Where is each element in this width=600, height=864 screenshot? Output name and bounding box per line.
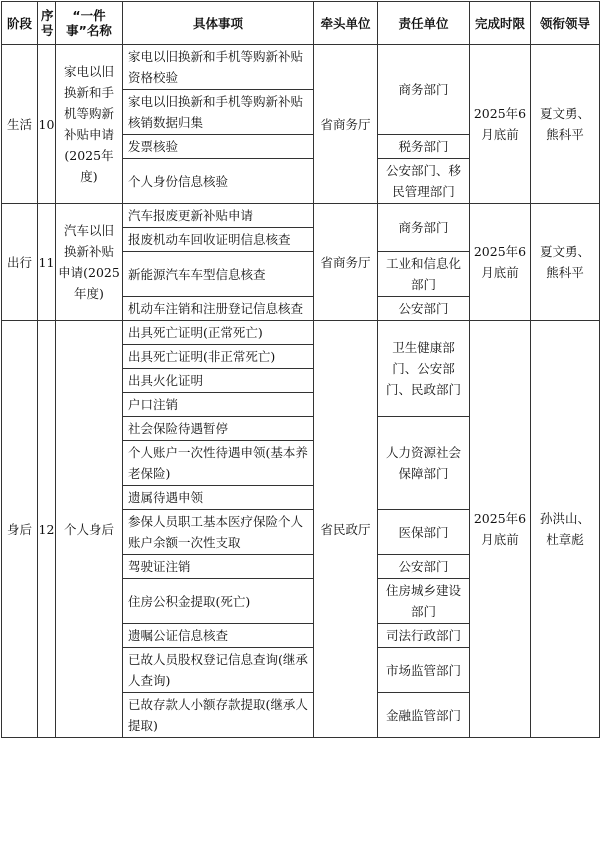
header-seq: 序号 xyxy=(38,2,56,45)
resp-unit-cell: 工业和信息化部门 xyxy=(378,252,470,297)
header-leader: 领衔领导 xyxy=(531,2,600,45)
table-row xyxy=(2,321,600,345)
deadline-cell: 2025年6月底前 xyxy=(470,321,531,738)
header-item: 具体事项 xyxy=(123,2,314,45)
deadline-cell: 2025年6月底前 xyxy=(470,45,531,204)
item-cell: 新能源汽车车型信息核查 xyxy=(123,252,314,297)
resp-unit-cell: 医保部门 xyxy=(378,510,470,555)
item-cell: 家电以旧换新和手机等购新补贴资格校验 xyxy=(123,45,314,90)
table-row xyxy=(2,45,600,90)
item-cell: 个人账户一次性待遇申领(基本养老保险) xyxy=(123,441,314,486)
resp-unit-cell: 市场监管部门 xyxy=(378,648,470,693)
item-cell: 住房公积金提取(死亡) xyxy=(123,579,314,624)
resp-unit-cell: 公安部门 xyxy=(378,555,470,579)
item-cell: 发票核验 xyxy=(123,135,314,159)
stage-cell: 生活 xyxy=(2,45,38,204)
item-cell: 遗属待遇申领 xyxy=(123,486,314,510)
header-deadline: 完成时限 xyxy=(470,2,531,45)
header-name: “一件事”名称 xyxy=(56,2,123,45)
stage-cell: 出行 xyxy=(2,204,38,321)
lead-unit-cell: 省民政厅 xyxy=(314,321,378,738)
item-cell: 已故人员股权登记信息查询(继承人查询) xyxy=(123,648,314,693)
seq-cell: 10 xyxy=(38,45,56,204)
affair-name-cell: 个人身后 xyxy=(56,321,123,738)
item-cell: 机动车注销和注册登记信息核查 xyxy=(123,297,314,321)
header-stage: 阶段 xyxy=(2,2,38,45)
leader-cell: 夏文勇、熊科平 xyxy=(531,45,600,204)
resp-unit-cell: 税务部门 xyxy=(378,135,470,159)
lead-unit-cell: 省商务厅 xyxy=(314,204,378,321)
item-cell: 家电以旧换新和手机等购新补贴核销数据归集 xyxy=(123,90,314,135)
item-cell: 出具死亡证明(非正常死亡) xyxy=(123,345,314,369)
resp-unit-cell: 司法行政部门 xyxy=(378,624,470,648)
affairs-table xyxy=(1,1,600,738)
resp-unit-cell: 公安部门、移民管理部门 xyxy=(378,159,470,204)
item-cell: 社会保险待遇暂停 xyxy=(123,417,314,441)
table-row xyxy=(2,204,600,228)
item-cell: 出具火化证明 xyxy=(123,369,314,393)
resp-unit-cell: 商务部门 xyxy=(378,204,470,252)
leader-cell: 孙洪山、杜章彪 xyxy=(531,321,600,738)
seq-cell: 12 xyxy=(38,321,56,738)
header-row xyxy=(2,2,600,45)
item-cell: 遗嘱公证信息核查 xyxy=(123,624,314,648)
item-cell: 个人身份信息核验 xyxy=(123,159,314,204)
header-lead: 牵头单位 xyxy=(314,2,378,45)
stage-cell: 身后 xyxy=(2,321,38,738)
resp-unit-cell: 金融监管部门 xyxy=(378,693,470,738)
resp-unit-cell: 卫生健康部门、公安部门、民政部门 xyxy=(378,321,470,417)
item-cell: 驾驶证注销 xyxy=(123,555,314,579)
resp-unit-cell: 商务部门 xyxy=(378,45,470,135)
affair-name-cell: 家电以旧换新和手机等购新补贴申请(2025年度) xyxy=(56,45,123,204)
seq-cell: 11 xyxy=(38,204,56,321)
item-cell: 出具死亡证明(正常死亡) xyxy=(123,321,314,345)
affair-name-cell: 汽车以旧换新补贴申请(2025年度) xyxy=(56,204,123,321)
item-cell: 汽车报废更新补贴申请 xyxy=(123,204,314,228)
leader-cell: 夏文勇、熊科平 xyxy=(531,204,600,321)
resp-unit-cell: 人力资源社会保障部门 xyxy=(378,417,470,510)
header-resp: 责任单位 xyxy=(378,2,470,45)
item-cell: 户口注销 xyxy=(123,393,314,417)
item-cell: 报废机动车回收证明信息核查 xyxy=(123,228,314,252)
resp-unit-cell: 住房城乡建设部门 xyxy=(378,579,470,624)
resp-unit-cell: 公安部门 xyxy=(378,297,470,321)
lead-unit-cell: 省商务厅 xyxy=(314,45,378,204)
item-cell: 参保人员职工基本医疗保险个人账户余额一次性支取 xyxy=(123,510,314,555)
deadline-cell: 2025年6月底前 xyxy=(470,204,531,321)
item-cell: 已故存款人小额存款提取(继承人提取) xyxy=(123,693,314,738)
